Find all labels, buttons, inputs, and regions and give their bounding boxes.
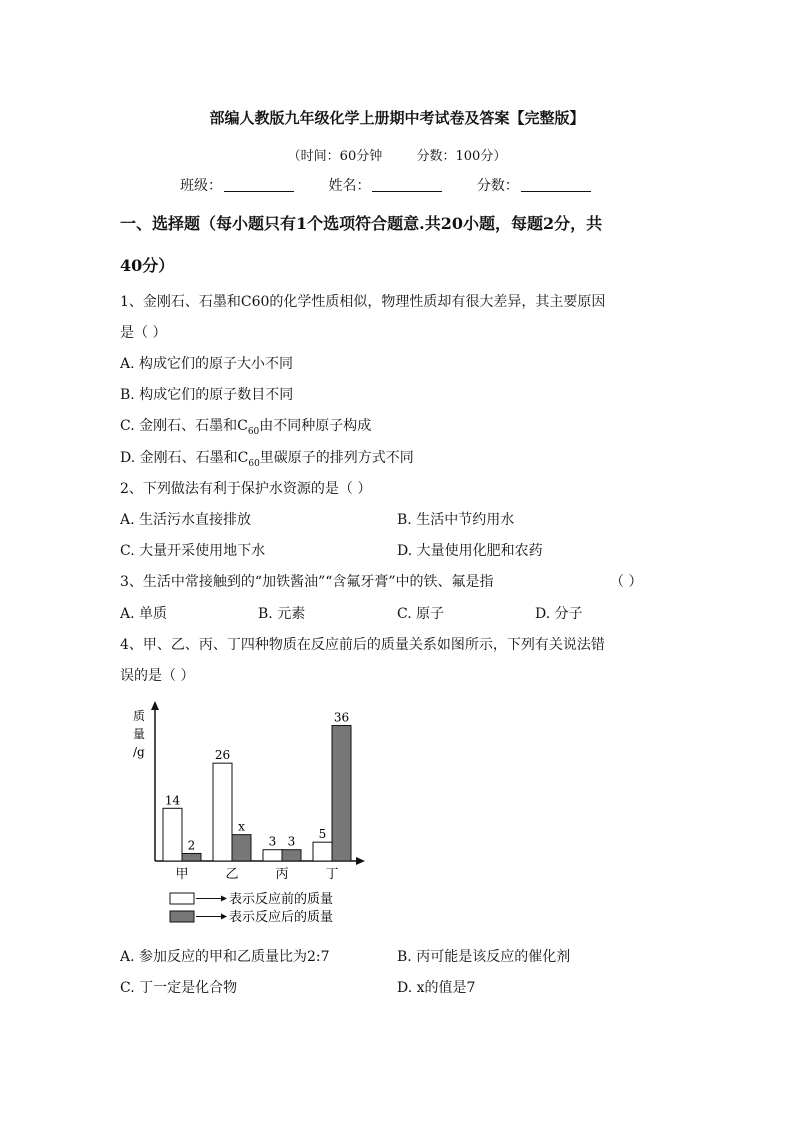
category-tick-label: 甲 bbox=[175, 867, 189, 882]
q3-option-b: B. 元素 bbox=[258, 606, 306, 622]
name-label: 姓名： bbox=[328, 178, 371, 194]
q4-option-d: D. x的值是7 bbox=[397, 980, 476, 996]
q2-option-a: A. 生活污水直接排放 bbox=[120, 512, 252, 528]
q4-stem-line2: 误的是（ ） bbox=[120, 668, 195, 684]
q3-stem: 3、生活中常接触到的“加铁酱油”“含氟牙膏”中的铁、氟是指 bbox=[120, 574, 494, 590]
q1-option-c-sub: 60 bbox=[247, 426, 260, 437]
exam-meta bbox=[0, 145, 794, 164]
bar-乙-before bbox=[213, 763, 232, 861]
q2-option-b: B. 生活中节约用水 bbox=[397, 512, 515, 528]
mass-bar-chart bbox=[125, 700, 375, 930]
exam-total-score: 分数：100分） bbox=[416, 149, 507, 164]
name-blank[interactable] bbox=[372, 177, 442, 192]
y-axis-arrow bbox=[151, 701, 159, 710]
bar-丁-before bbox=[313, 842, 332, 861]
bar-value-label: x bbox=[238, 819, 245, 834]
q1-stem-line1: 1、金刚石、石墨和C60的化学性质相似，物理性质却有很大差异，其主要原因 bbox=[120, 294, 606, 310]
y-axis-label bbox=[133, 708, 145, 759]
q3-option-a: A. 单质 bbox=[120, 606, 168, 622]
y-axis-label-char: 量 bbox=[133, 727, 146, 741]
score-label: 分数： bbox=[476, 178, 519, 194]
legend-label: 表示反应后的质量 bbox=[229, 910, 334, 925]
q2-option-c: C. 大量开采使用地下水 bbox=[120, 543, 266, 559]
q1-option-c bbox=[120, 415, 371, 437]
q1-option-d-sub: 60 bbox=[248, 458, 260, 469]
section-heading-line1: 一、选择题（每小题只有1个选项符合题意.共20小题，每题2分，共 bbox=[120, 214, 603, 233]
student-info-fields bbox=[180, 175, 621, 195]
bar-value-label: 3 bbox=[287, 834, 296, 849]
x-axis-arrow bbox=[356, 857, 365, 865]
class-label: 班级： bbox=[180, 178, 222, 194]
q3-option-d: D. 分子 bbox=[535, 606, 583, 622]
bar-丙-after bbox=[282, 850, 301, 861]
q2-option-d: D. 大量使用化肥和农药 bbox=[397, 543, 543, 559]
q4-stem-line1: 4、甲、乙、丙、丁四种物质在反应前后的质量关系如图所示，下列有关说法错 bbox=[120, 637, 605, 653]
q1-option-c-post: 由不同种原子构成 bbox=[259, 418, 372, 434]
score-field bbox=[477, 175, 591, 195]
q1-stem-line2: 是（ ） bbox=[120, 325, 167, 341]
q1-option-a: A. 构成它们的原子大小不同 bbox=[120, 356, 294, 372]
legend-arrow-head bbox=[221, 914, 227, 920]
q1-option-d-post: 里碳原子的排列方式不同 bbox=[259, 450, 414, 466]
bar-value-label: 5 bbox=[318, 827, 327, 842]
bar-value-label: 14 bbox=[164, 793, 181, 808]
bar-丙-before bbox=[263, 850, 282, 861]
q1-option-c-pre: C. 金刚石、石墨和C bbox=[120, 418, 248, 434]
q4-option-b: B. 丙可能是该反应的催化剂 bbox=[397, 949, 571, 965]
page-title: 部编人教版九年级化学上册期中考试卷及答案【完整版】 bbox=[209, 109, 585, 127]
q4-option-a: A. 参加反应的甲和乙质量比为2:7 bbox=[120, 949, 330, 965]
y-axis-label-char: 质 bbox=[133, 709, 146, 723]
y-axis-label-char: /g bbox=[133, 745, 145, 759]
bar-甲-after bbox=[182, 853, 201, 861]
bar-value-label: 2 bbox=[187, 838, 196, 853]
category-tick-label: 丁 bbox=[325, 867, 339, 882]
section-heading-line2: 40分） bbox=[120, 256, 175, 275]
exam-time: （时间：60分钟 bbox=[287, 149, 383, 164]
legend-label: 表示反应前的质量 bbox=[229, 892, 334, 907]
q3-option-c: C. 原子 bbox=[397, 606, 445, 622]
bars-group bbox=[163, 711, 351, 882]
q1-option-d bbox=[120, 447, 414, 469]
class-field bbox=[180, 175, 294, 195]
legend-arrow-head bbox=[221, 896, 227, 902]
legend-swatch bbox=[170, 893, 194, 904]
q3-paren: （ ） bbox=[610, 574, 643, 590]
bar-丁-after bbox=[332, 726, 351, 861]
score-blank[interactable] bbox=[521, 177, 591, 192]
bar-甲-before bbox=[163, 808, 182, 861]
bar-乙-after bbox=[232, 835, 251, 861]
q2-stem: 2、下列做法有利于保护水资源的是（ ） bbox=[120, 481, 372, 497]
q1-option-b: B. 构成它们的原子数目不同 bbox=[120, 387, 294, 403]
name-field bbox=[328, 175, 442, 195]
q1-option-d-pre: D. 金刚石、石墨和C bbox=[120, 450, 249, 466]
bar-value-label: 26 bbox=[214, 748, 231, 763]
category-tick-label: 乙 bbox=[225, 867, 239, 882]
bar-value-label: 36 bbox=[333, 710, 350, 725]
bar-value-label: 3 bbox=[268, 834, 277, 849]
chart-legend bbox=[170, 891, 333, 925]
legend-swatch bbox=[170, 911, 194, 922]
category-tick-label: 丙 bbox=[275, 867, 289, 882]
q4-option-c: C. 丁一定是化合物 bbox=[120, 980, 238, 996]
class-blank[interactable] bbox=[224, 177, 294, 192]
